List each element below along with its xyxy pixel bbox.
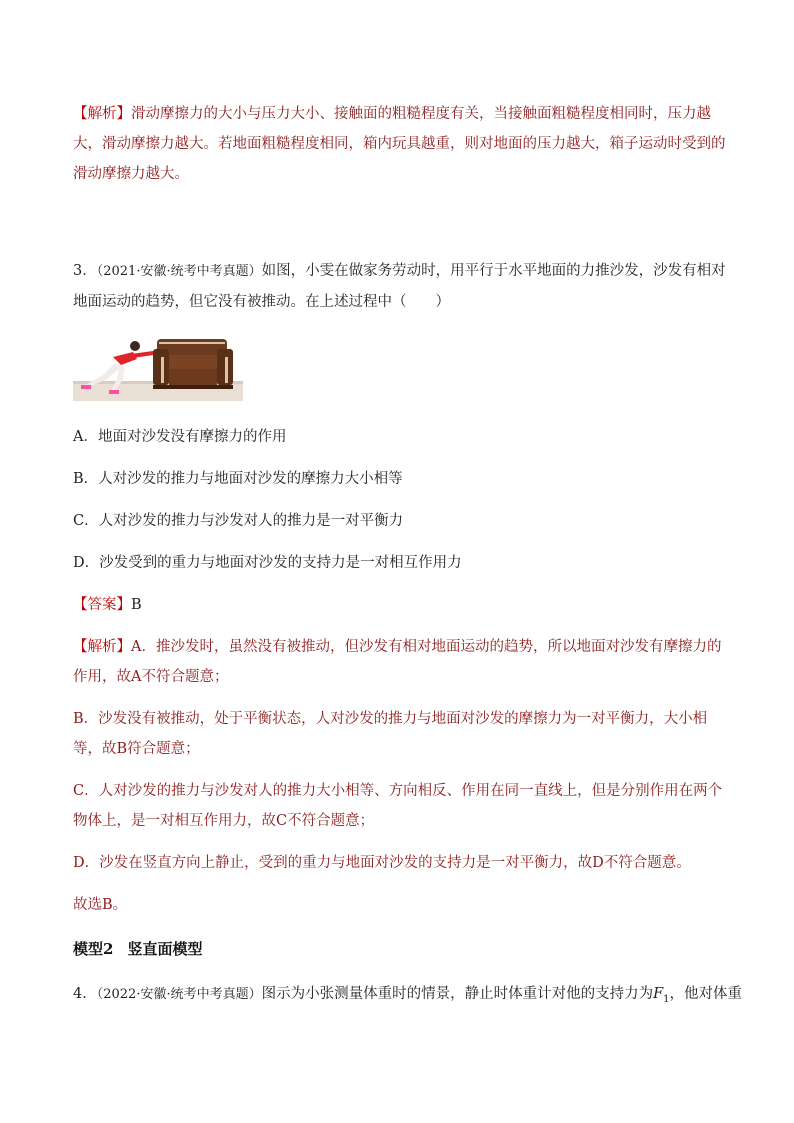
question-text: 图示为小张测量体重时的情景，静止时体重计对他的支持力为 [261, 986, 654, 1002]
analysis-q3-b: B．沙发没有被推动，处于平衡状态，人对沙发的推力与地面对沙发的摩擦力为一对平衡力，大小相等，故B符合题意； [73, 711, 708, 757]
analysis-q3-c: C．人对沙发的推力与沙发对人的推力大小相等、方向相反、作用在同一直线上，但是分别作用在两个物体上，是一对相互作用力，故C不符合题意； [73, 783, 723, 829]
section-label: 模型2 [73, 940, 114, 958]
analysis-q3-d: D．沙发在竖直方向上静止，受到的重力与地面对沙发的支持力是一对平衡力，故D不符合题意。 [73, 855, 691, 871]
analysis-part-a: A．推沙发时，虽然没有被推动，但沙发有相对地面运动的趋势，所以地面对沙发有摩擦力的作用，故A不符合题意； [73, 639, 722, 685]
question-source: （2021·安徽·统考中考真题） [96, 264, 262, 279]
question-text: 如图，小雯在做家务劳动时，用平行于水平地面的力推沙发，沙发有相对地面运动的趋势，但它没有被推动。在上述过程中（ ） [73, 263, 726, 310]
analysis-q2 [73, 99, 733, 189]
answer-value: B [131, 597, 142, 613]
analysis-tag: 【解析】 [73, 639, 131, 655]
question-tail: ，他对体重 [669, 986, 743, 1002]
option-d: D．沙发受到的重力与地面对沙发的支持力是一对相互作用力 [73, 555, 462, 571]
question-4 [73, 979, 743, 1015]
question-figure [73, 335, 243, 401]
question-source: （2022·安徽·统考中考真题） [96, 987, 262, 1002]
answer-tag: 【答案】 [73, 597, 131, 613]
person-pushing-sofa-illustration [73, 335, 243, 401]
question-number: 3． [73, 263, 97, 279]
option-c: C．人对沙发的推力与沙发对人的推力是一对平衡力 [73, 513, 404, 529]
analysis-conclusion: 故选B。 [73, 897, 128, 913]
force-subscript: 1 [663, 993, 670, 1005]
section-title: 竖直面模型 [127, 940, 203, 958]
question-3 [73, 256, 733, 317]
analysis-q3-a [73, 632, 733, 692]
answer-line [73, 595, 142, 615]
force-variable: F [653, 986, 664, 1002]
analysis-tag: 【解析】 [73, 106, 131, 122]
analysis-text: 滑动摩擦力的大小与压力大小、接触面的粗糙程度有关，当接触面粗糙程度相同时，压力越大，滑动摩擦力越大。若地面粗糙程度相同，箱内玩具越重，则对地面的压力越大，箱子运动时受到的滑动摩擦力越大。 [73, 106, 726, 182]
option-a: A．地面对沙发没有摩擦力的作用 [73, 429, 287, 445]
option-b: B．人对沙发的推力与地面对沙发的摩擦力大小相等 [73, 471, 403, 487]
section-heading [73, 938, 202, 959]
question-number: 4． [73, 986, 97, 1002]
